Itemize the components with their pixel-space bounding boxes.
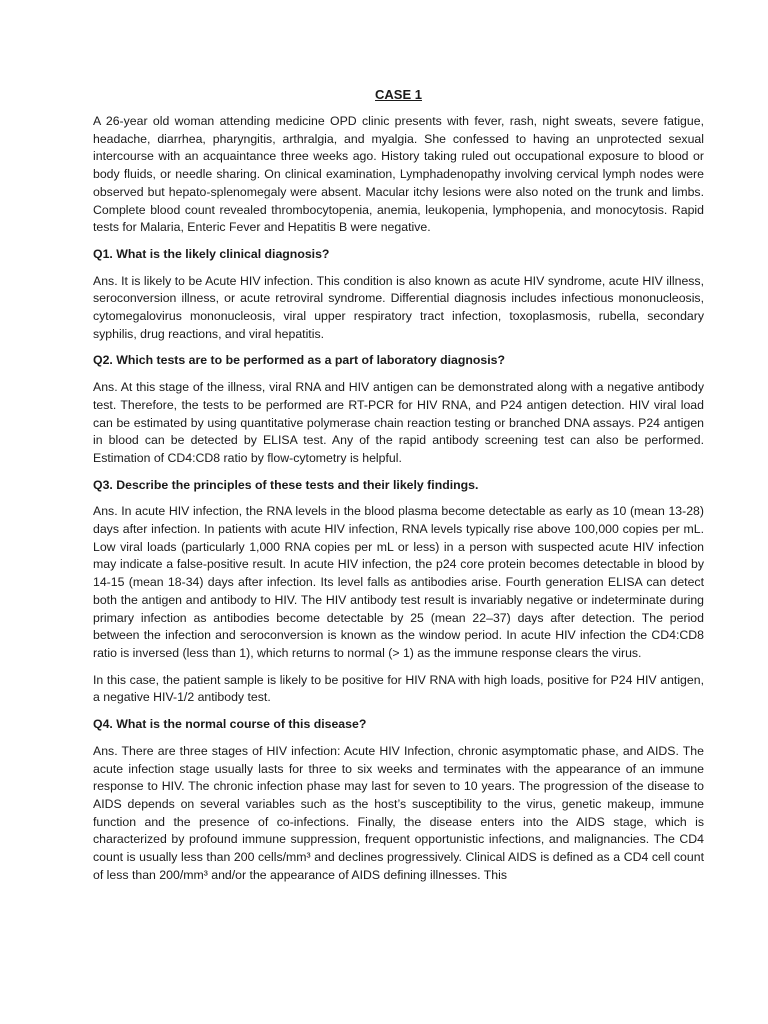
question-3: Q3. Describe the principles of these tests and their likely findings. bbox=[93, 477, 479, 492]
case-title: CASE 1 bbox=[375, 87, 422, 102]
question-2: Q2. Which tests are to be performed as a part of laboratory diagnosis? bbox=[93, 353, 506, 368]
case-description: A 26-year old woman attending medicine OPD clinic presents with fever, rash, night sweats, severe fatigue, headache, diarrhea, pharyngitis, arthralgia, and myalgia. She confessed to having an unprotected sexual intercourse with an acquaintance three weeks ago. History taking ruled out occupational exposure to blood or body fluids, or needle sharing. On clinical examination, Lymphadenopathy involving cervical lymph nodes were observed but hepato-splenomegaly were absent. Macular itchy lesions were also noted on the trunk and limbs. Complete blood count revealed thrombocytopenia, anemia, leukopenia, lymphopenia, and monocytosis. Rapid tests for Malaria, Enteric Fever and Hepatitis B were negative. bbox=[93, 114, 704, 235]
question-4: Q4. What is the normal course of this disease? bbox=[93, 717, 367, 732]
answer-3-case-finding: In this case, the patient sample is likely to be positive for HIV RNA with high loads, positive for P24 HIV antigen, a negative HIV-1/2 antibody test. bbox=[93, 672, 704, 705]
answer-1: Ans. It is likely to be Acute HIV infection. This condition is also known as acute HIV syndrome, acute HIV illness, seroconversion illness, or acute retroviral syndrome. Differential diagnosis includes infectious mononucleosis, cytomegalovirus mononucleosis, viral upper respiratory tract infection, toxoplasmosis, rubella, secondary syphilis, drug reactions, and viral hepatitis. bbox=[93, 273, 704, 341]
question-1: Q1. What is the likely clinical diagnosis? bbox=[93, 246, 330, 261]
answer-3: Ans. In acute HIV infection, the RNA levels in the blood plasma become detectable as early as 10 (mean 13-28) days after infection. In patients with acute HIV infection, RNA levels typically rise above 100,000 copies per mL. Low viral loads (particularly 1,000 RNA copies per mL or less) in a person with suspected acute HIV infection may indicate a false-positive result. In acute HIV infection, the p24 core protein becomes detectable in blood by 14-15 (mean 18-34) days after infection. Its level falls as antibodies arise. Fourth generation ELISA can detect both the antigen and antibody to HIV. The HIV antibody test result is invariably negative or indeterminate during primary infection as antibodies become detectable by 25 (mean 22–37) days after detection. The period between the infection and seroconversion is known as the window period. In acute HIV infection the CD4:CD8 ratio is inversed (less than 1), which returns to normal (> 1) as the immune response clears the virus. bbox=[93, 504, 704, 660]
answer-2: Ans. At this stage of the illness, viral RNA and HIV antigen can be demonstrated along with a negative antibody test. Therefore, the tests to be performed are RT-PCR for HIV RNA, and P24 antigen detection. HIV viral load can be estimated by using quantitative polymerase chain reaction testing or branched DNA assays. P24 antigen in blood can be detected by ELISA test. Any of the rapid antibody screening test can also be performed. Estimation of CD4:CD8 ratio by flow-cytometry is helpful. bbox=[93, 380, 704, 465]
answer-4: Ans. There are three stages of HIV infection: Acute HIV Infection, chronic asymptomatic phase, and AIDS. The acute infection stage usually lasts for three to six weeks and terminates with the appearance of an immune response to HIV. The chronic infection phase may last for seven to 10 years. The progression of the disease to AIDS depends on several variables such as the host’s susceptibility to the virus, genetic makeup, immune function and the presence of co-infections. Finally, the disease enters into the AIDS stage, which is characterized by profound immune suppression, frequent opportunistic infections, and malignancies. The CD4 count is usually less than 200 cells/mm³ and declines progressively. Clinical AIDS is defined as a CD4 cell count of less than 200/mm³ and/or the appearance of AIDS defining illnesses. This bbox=[93, 743, 704, 882]
